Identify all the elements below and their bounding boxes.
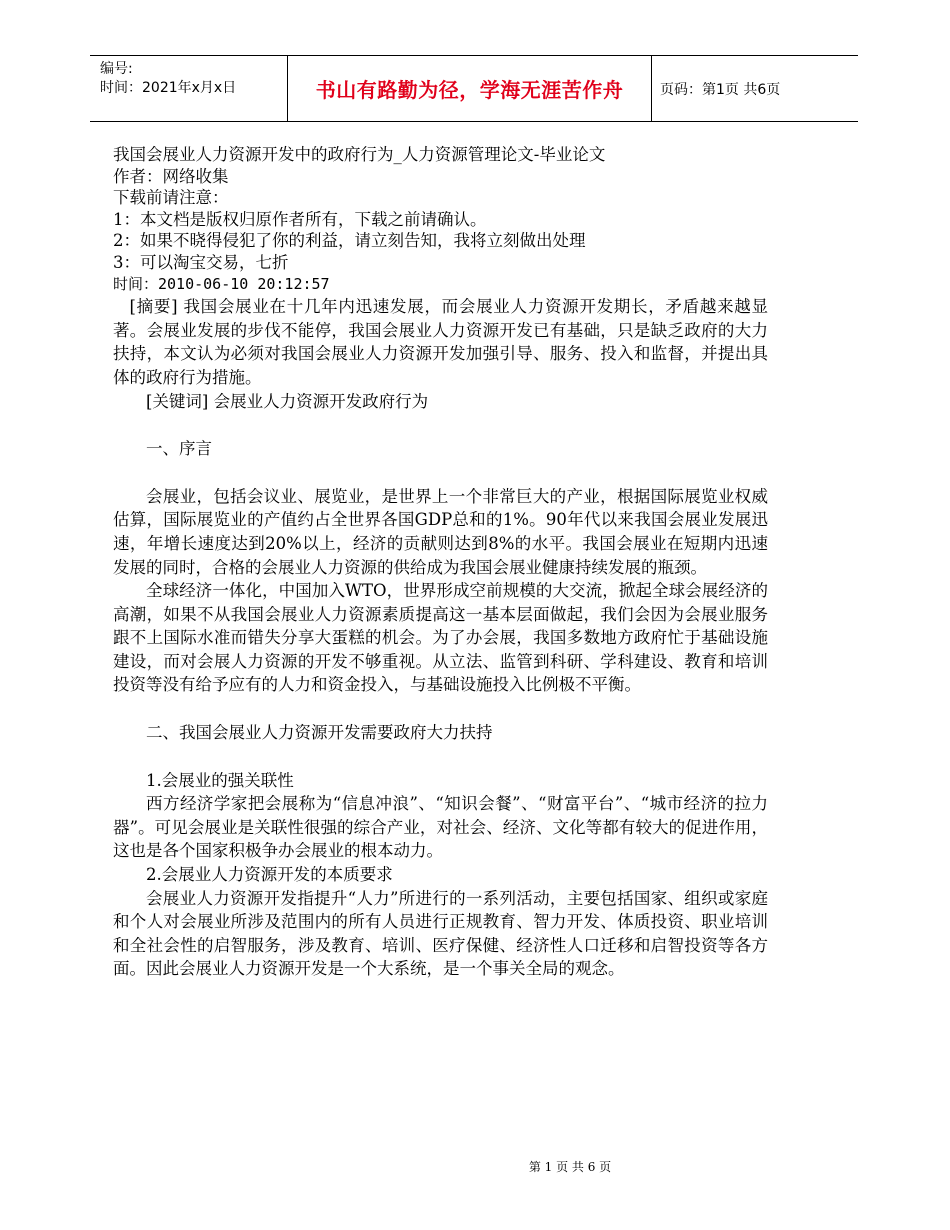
document-body	[113, 144, 768, 981]
notice-item-2: 2：如果不晓得侵犯了你的利益，请立刻告知，我将立刻做出处理	[113, 231, 586, 251]
page-footer: 第 1 页 共 6 页	[528, 1160, 612, 1174]
doc-time: 时间：2010-06-10 20:12:57	[113, 274, 330, 293]
subsection-heading-2: 2.会展业人力资源开发的本质要求	[146, 865, 393, 885]
notice-item-3: 3：可以淘宝交易，七折	[113, 252, 289, 272]
page-header	[90, 55, 858, 122]
abstract-paragraph: [摘要] 我国会展业在十几年内迅速发展，而会展业人力资源开发期长，矛盾越来越显著。会展业发展的步伐不能停，我国会展业人力资源开发已有基础，只是缺乏政府的大力扶持，本文认为必须对我国会展业人力资源开发加强引导、服务、投入和监督，并提出具体的政府行为措施。	[113, 297, 768, 387]
header-motto-cell	[287, 56, 652, 121]
section-heading-1: 一、序言	[146, 439, 212, 459]
subsection-heading-1: 1.会展业的强关联性	[146, 770, 294, 790]
section-heading-2: 二、我国会展业人力资源开发需要政府大力扶持	[146, 723, 493, 743]
doc-title: 我国会展业人力资源开发中的政府行为_人力资源管理论文-毕业论文	[113, 145, 606, 164]
header-time-label: 时间：2021年x月x日	[100, 80, 237, 96]
notice-heading: 下载前请注意：	[113, 188, 229, 208]
body-paragraph-3: 西方经济学家把会展称为“信息冲浪”、“知识会餐”、“财富平台”、“城市经济的拉力器”。可见会展业是关联性很强的综合产业，对社会、经济、文化等都有较大的促进作用，这也是各个国家积极争办会展业的根本动力。	[113, 794, 768, 861]
doc-author: 作者：网络收集	[113, 166, 229, 186]
body-paragraph-2: 全球经济一体化，中国加入WTO，世界形成空前规模的大交流，掀起全球会展经济的高潮，如果不从我国会展业人力资源素质提高这一基本层面做起，我们会因为会展业服务跟不上国际水准而错失分享大蛋糕的机会。为了办会展，我国多数地方政府忙于基础设施建设，而对会展人力资源的开发不够重视。从立法、监管到科研、学科建设、教育和培训投资等没有给予应有的人力和资金投入，与基础设施投入比例极不平衡。	[113, 581, 768, 695]
notice-item-1: 1：本文档是版权归原作者所有，下载之前请确认。	[113, 209, 487, 229]
header-motto: 书山有路勤为径，学海无涯苦作舟	[315, 78, 624, 102]
header-page-info: 页码：第1页 共6页	[660, 81, 781, 98]
header-number-label: 编号:	[100, 61, 133, 77]
keywords-line: [关键词] 会展业人力资源开发政府行为	[146, 391, 429, 411]
header-meta	[100, 60, 236, 98]
body-paragraph-1: 会展业，包括会议业、展览业，是世界上一个非常巨大的产业，根据国际展览业权威估算，国际展览业的产值约占全世界各国GDP总和的1%。90年代以来我国会展业发展迅速，年增长速度达到20%以上，经济的贡献则达到8%的水平。我国会展业在短期内迅速发展的同时，合格的会展业人力资源的供给成为我国会展业健康持续发展的瓶颈。	[113, 486, 768, 577]
body-paragraph-4: 会展业人力资源开发指提升“人力”所进行的一系列活动，主要包括国家、组织或家庭和个人对会展业所涉及范围内的所有人员进行正规教育、智力开发、体质投资、职业培训和全社会性的启智服务，涉及教育、培训、医疗保健、经济性人口迁移和启智投资等各方面。因此会展业人力资源开发是一个大系统，是一个事关全局的观念。	[113, 888, 768, 979]
